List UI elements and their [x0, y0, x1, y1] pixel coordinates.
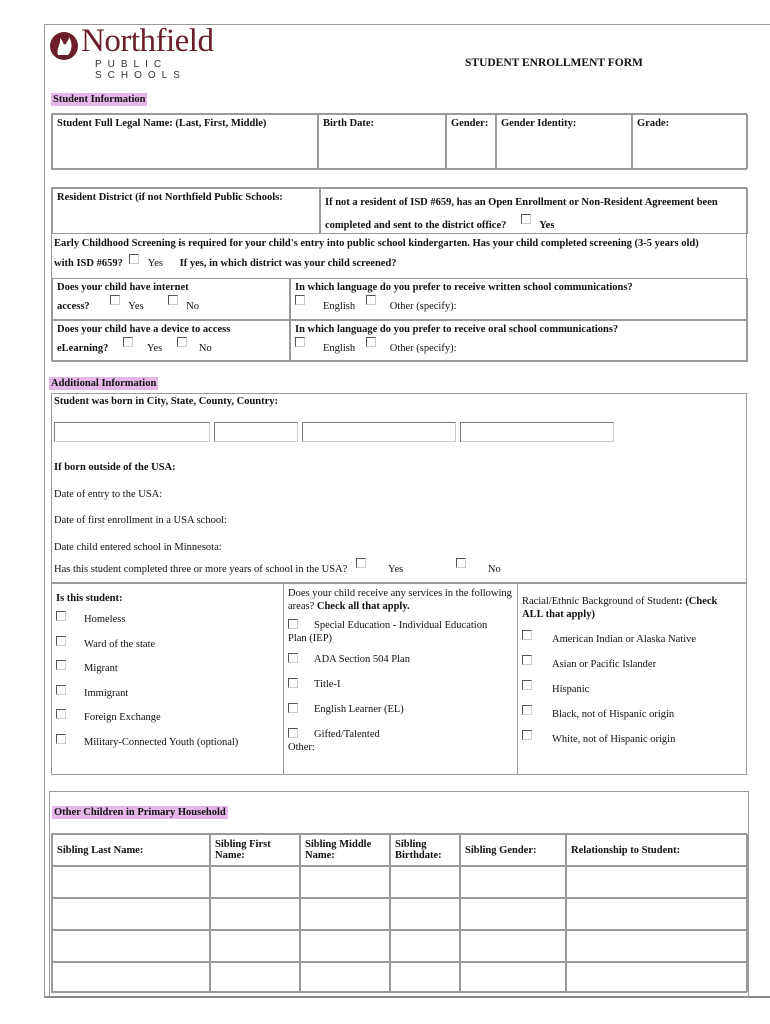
sibling-gender-cell[interactable]	[460, 962, 566, 992]
gender-identity-label: Gender Identity:	[501, 118, 577, 129]
relationship-to-student-cell[interactable]	[566, 898, 748, 930]
enrollment-form-page	[44, 24, 770, 998]
sibling-birthdate-header: Sibling Birthdate:	[390, 834, 460, 866]
non-resident-question-line2: completed and sent to the district office?	[325, 220, 507, 231]
sibling-last-name-header: Sibling Last Name:	[52, 834, 210, 866]
birth-county-input[interactable]	[302, 422, 456, 442]
sibling-last-name-cell[interactable]	[52, 962, 210, 992]
section-heading-siblings: Other Children in Primary Household	[54, 807, 226, 818]
three-years-yes-label: Yes	[387, 564, 404, 575]
student-status-checkbox[interactable]	[56, 660, 66, 670]
racial-background-checkbox[interactable]	[522, 705, 532, 715]
flame-logo-icon	[49, 31, 79, 61]
services-heading-text: Does your child receive any services in the following areas?	[288, 588, 512, 612]
ecs-question-line1: Early Childhood Screening is required for your child's entry into public school kindergarten. Has your child completed screening (3-5 years old)	[54, 238, 699, 249]
legal-name-label: Student Full Legal Name: (Last, First, Middle)	[57, 118, 267, 129]
racial-background-checkbox[interactable]	[522, 680, 532, 690]
services-heading-emphasis: Check all that apply.	[316, 601, 410, 612]
grade-field[interactable]	[632, 114, 748, 169]
grade-label: Grade:	[637, 118, 670, 129]
sibling-gender-header: Sibling Gender:	[460, 834, 566, 866]
english-learner-label: English Learner (EL)	[314, 704, 404, 715]
resident-district-field[interactable]	[52, 188, 320, 234]
sibling-gender-cell[interactable]	[460, 930, 566, 962]
outside-usa-label: If born outside of the USA:	[54, 462, 176, 473]
student-status-list	[56, 614, 279, 761]
student-status-checkbox[interactable]	[56, 709, 66, 719]
oral-language-question	[290, 320, 748, 362]
logo-subtitle: PUBLIC SCHOOLS	[95, 59, 186, 81]
sibling-first-name-cell[interactable]	[210, 962, 300, 992]
student-status-label: Migrant	[84, 663, 118, 674]
sibling-middle-name-cell[interactable]	[300, 962, 390, 992]
internet-question-line1: Does your child have internet	[57, 282, 189, 293]
internet-no-label: No	[186, 301, 200, 312]
sibling-first-name-cell[interactable]	[210, 898, 300, 930]
siblings-table	[51, 833, 747, 993]
written-english-checkbox[interactable]	[295, 295, 305, 305]
device-no-checkbox[interactable]	[177, 337, 187, 347]
legal-name-field[interactable]	[52, 114, 318, 169]
device-question-line2: eLearning?	[57, 343, 109, 354]
services-heading	[288, 587, 513, 613]
student-status-section	[51, 583, 747, 775]
racial-background-label: Hispanic	[552, 684, 590, 695]
student-status-item	[56, 614, 279, 639]
sibling-middle-name-cell[interactable]	[300, 866, 390, 898]
racial-background-column	[518, 584, 748, 774]
district-section	[51, 187, 747, 361]
iep-label-line2: Plan (IEP)	[288, 633, 333, 644]
sibling-last-name-cell[interactable]	[52, 866, 210, 898]
three-years-yes-checkbox[interactable]	[356, 558, 366, 568]
student-status-label: Military-Connected Youth (optional)	[84, 736, 239, 748]
student-status-item	[56, 737, 279, 762]
title-i-checkbox[interactable]	[288, 678, 298, 688]
section-heading-additional-info: Additional Information	[51, 378, 157, 389]
racial-heading	[522, 595, 744, 608]
student-status-checkbox[interactable]	[56, 734, 66, 744]
ecs-question-line2	[54, 258, 397, 269]
student-status-heading: Is this student:	[56, 593, 123, 604]
gifted-label: Gifted/Talented	[314, 729, 380, 740]
first-usa-enrollment-label[interactable]: Date of first enrollment in a USA school:	[54, 515, 227, 526]
sibling-middle-name-header: Sibling Middle Name:	[300, 834, 390, 866]
racial-background-list	[522, 633, 744, 758]
sibling-birthdate-cell[interactable]	[390, 930, 460, 962]
ecs-yes-checkbox[interactable]	[129, 254, 139, 264]
logo-wordmark: Northfield	[81, 23, 214, 59]
written-language-question	[290, 278, 748, 320]
iep-label: Special Education - Individual Education	[314, 620, 488, 631]
student-status-checkbox[interactable]	[56, 611, 66, 621]
additional-info-section	[51, 393, 747, 583]
non-resident-yes-label: Yes	[539, 220, 555, 231]
non-resident-question-line1: If not a resident of ISD #659, has an Open Enrollment or Non-Resident Agreement been	[325, 197, 718, 208]
birth-country-input[interactable]	[460, 422, 614, 442]
student-status-column	[52, 584, 284, 774]
services-column	[284, 584, 518, 774]
student-status-item	[56, 639, 279, 664]
sibling-birthdate-cell[interactable]	[390, 866, 460, 898]
usa-entry-date-label[interactable]: Date of entry to the USA:	[54, 489, 163, 500]
birth-date-field[interactable]	[318, 114, 446, 169]
three-years-label: Has this student completed three or more years of school in the USA?	[54, 564, 348, 575]
student-status-item	[56, 688, 279, 713]
device-no-label: No	[198, 343, 212, 354]
racial-background-item	[522, 658, 744, 683]
student-status-item	[56, 712, 279, 737]
internet-no-checkbox[interactable]	[168, 295, 178, 305]
ada-504-label: ADA Section 504 Plan	[314, 654, 410, 665]
three-years-no-checkbox[interactable]	[456, 558, 466, 568]
student-status-label: Homeless	[84, 614, 126, 625]
device-yes-label: Yes	[146, 343, 163, 354]
english-learner-checkbox[interactable]	[288, 703, 298, 713]
internet-access-question	[52, 278, 290, 320]
racial-heading-emphasis: : (Check	[679, 596, 718, 607]
sibling-first-name-cell[interactable]	[210, 866, 300, 898]
racial-background-label: American Indian or Alaska Native	[552, 634, 697, 645]
internet-yes-label: Yes	[128, 301, 144, 312]
racial-background-checkbox[interactable]	[522, 730, 532, 740]
sibling-last-name-cell[interactable]	[52, 930, 210, 962]
oral-other-checkbox[interactable]	[366, 337, 376, 347]
student-info-table	[51, 113, 747, 170]
racial-background-item	[522, 683, 744, 708]
gifted-checkbox[interactable]	[288, 728, 298, 738]
sibling-middle-name-cell[interactable]	[300, 898, 390, 930]
written-other-checkbox[interactable]	[366, 295, 376, 305]
relationship-to-student-cell[interactable]	[566, 962, 748, 992]
non-resident-yes-checkbox[interactable]	[521, 214, 531, 224]
racial-background-label: Black, not of Hispanic origin	[552, 709, 675, 720]
written-other-label: Other (specify):	[389, 301, 457, 312]
sibling-birthdate-cell[interactable]	[390, 962, 460, 992]
ecs-which-district-label: If yes, in which district was your child screened?	[179, 258, 397, 269]
sibling-last-name-cell[interactable]	[52, 898, 210, 930]
ecs-yes-label: Yes	[147, 258, 164, 269]
device-yes-checkbox[interactable]	[123, 337, 133, 347]
birth-city-input[interactable]	[54, 422, 210, 442]
non-resident-agreement-question	[320, 188, 748, 234]
resident-district-label: Resident District (if not Northfield Public Schools:	[57, 192, 283, 203]
minnesota-entry-date-label[interactable]: Date child entered school in Minnesota:	[54, 542, 222, 553]
racial-background-label: White, not of Hispanic origin	[552, 734, 676, 745]
racial-heading-text: Racial/Ethnic Background of Student	[522, 596, 680, 607]
oral-language-label: In which language do you prefer to receive oral school communications?	[295, 324, 619, 335]
sibling-first-name-header: Sibling First Name:	[210, 834, 300, 866]
internet-yes-checkbox[interactable]	[110, 295, 120, 305]
relationship-to-student-cell[interactable]	[566, 866, 748, 898]
form-title: STUDENT ENROLLMENT FORM	[465, 57, 643, 69]
three-years-no-label: No	[487, 564, 501, 575]
three-years-question	[54, 564, 501, 575]
gender-label: Gender:	[451, 118, 489, 129]
birth-state-input[interactable]	[214, 422, 298, 442]
student-status-checkbox[interactable]	[56, 685, 66, 695]
student-status-label: Ward of the state	[84, 638, 156, 650]
gender-field[interactable]	[446, 114, 496, 169]
gender-identity-field[interactable]	[496, 114, 632, 169]
racial-background-item	[522, 708, 744, 733]
device-access-question	[52, 320, 290, 362]
student-status-label: Immigrant	[84, 687, 129, 699]
services-other-label[interactable]: Other:	[288, 742, 315, 753]
device-question-line1: Does your child have a device to access	[57, 324, 231, 335]
racial-background-label: Asian or Pacific Islander	[552, 659, 657, 670]
racial-background-checkbox[interactable]	[522, 630, 532, 640]
racial-heading-line2: ALL that apply)	[522, 609, 595, 620]
title-i-label: Title-I	[314, 679, 341, 690]
student-status-item	[56, 663, 279, 688]
oral-english-checkbox[interactable]	[295, 337, 305, 347]
ada-504-checkbox[interactable]	[288, 653, 298, 663]
birthplace-label: Student was born in City, State, County, Country:	[54, 396, 279, 407]
section-heading-student-info: Student Information	[53, 94, 146, 105]
written-language-label: In which language do you prefer to receive written school communications?	[295, 282, 633, 293]
relationship-to-student-cell[interactable]	[566, 930, 748, 962]
ecs-isd-label: with ISD #659?	[54, 258, 123, 269]
oral-english-label: English	[323, 343, 356, 354]
racial-background-item	[522, 633, 744, 658]
student-status-label: Foreign Exchange	[84, 712, 161, 723]
written-english-label: English	[323, 301, 356, 312]
sibling-gender-cell[interactable]	[460, 866, 566, 898]
iep-checkbox[interactable]	[288, 619, 298, 629]
racial-background-checkbox[interactable]	[522, 655, 532, 665]
racial-background-item	[522, 733, 744, 758]
sibling-birthdate-cell[interactable]	[390, 898, 460, 930]
sibling-middle-name-cell[interactable]	[300, 930, 390, 962]
sibling-gender-cell[interactable]	[460, 898, 566, 930]
internet-question-line2: access?	[57, 301, 90, 312]
student-status-checkbox[interactable]	[56, 636, 66, 646]
oral-other-label: Other (specify):	[389, 343, 457, 354]
birth-date-label: Birth Date:	[323, 118, 375, 129]
relationship-to-student-header: Relationship to Student:	[566, 834, 748, 866]
sibling-first-name-cell[interactable]	[210, 930, 300, 962]
